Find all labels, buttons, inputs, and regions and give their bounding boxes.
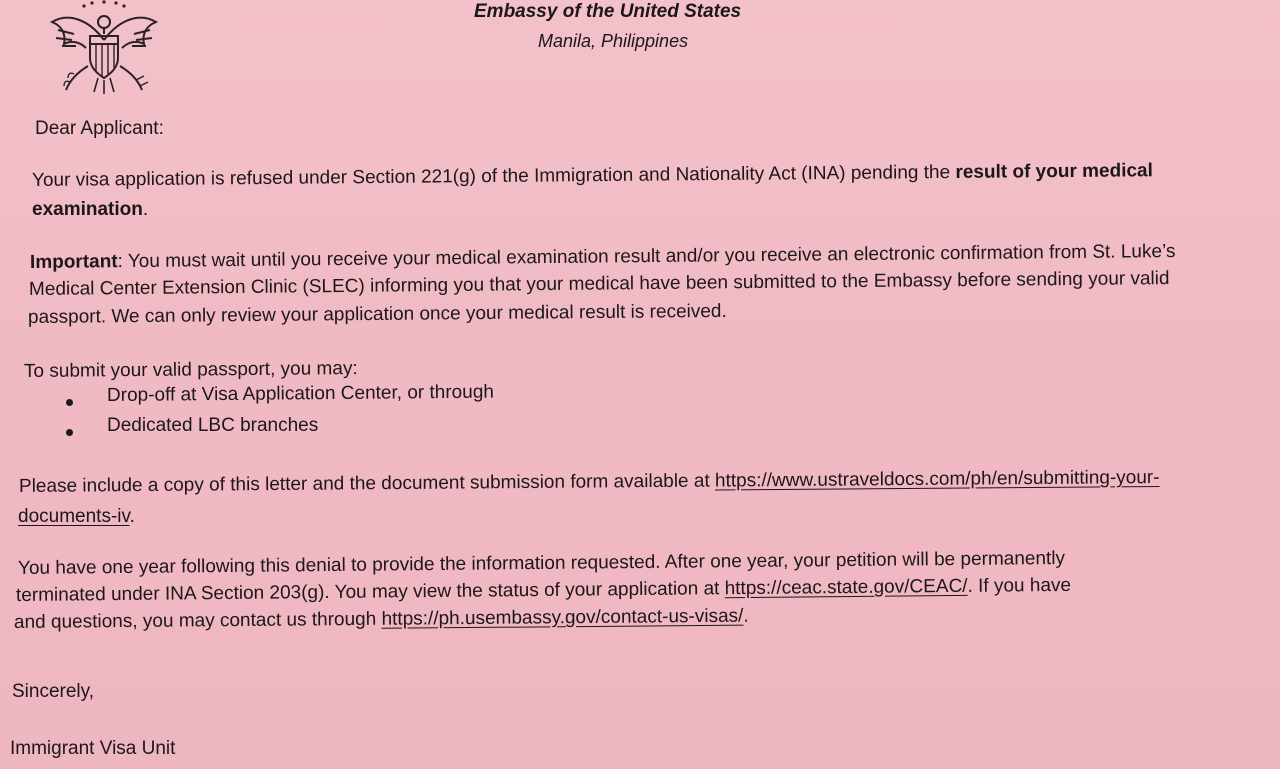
important-label: Important xyxy=(29,251,118,273)
important-paragraph-line-2: Medical Center Extension Clinic (SLEC) informing you that your medical have been submitted to the Embassy before sending your valid xyxy=(28,268,1170,300)
closing: Sincerely, xyxy=(12,681,95,702)
include-copy-text: Please include a copy of this letter and the document submission form available at xyxy=(18,470,716,497)
submission-form-link-cont[interactable]: documents-iv xyxy=(18,506,130,527)
status-text-end: . If you have xyxy=(967,574,1072,597)
deadline-line-3 xyxy=(14,606,749,634)
submit-option-1: Drop-off at Visa Application Center, or through xyxy=(106,381,494,406)
salutation: Dear Applicant: xyxy=(35,118,164,139)
refusal-paragraph-line-2 xyxy=(32,199,148,221)
refusal-reason-bold: result of your medical xyxy=(955,160,1153,183)
period: . xyxy=(142,199,149,220)
embassy-location: Manila, Philippines xyxy=(538,31,689,51)
include-copy-line-1 xyxy=(19,467,1160,498)
submit-option-2: Dedicated LBC branches xyxy=(107,415,319,436)
signature: Immigrant Visa Unit xyxy=(10,738,176,759)
ceac-status-link[interactable]: https://ceac.state.gov/CEAC/ xyxy=(724,575,968,600)
status-text: terminated under INA Section 203(g). You may view the status of your application at xyxy=(15,578,725,606)
embassy-title: Embassy of the United States xyxy=(474,1,742,22)
important-text: : You must wait until you receive your medical examination result and/or you receive an electronic confirmation from St. Luke’s xyxy=(117,241,1176,273)
contact-text: and questions, you may contact us through xyxy=(13,608,382,633)
deadline-line-1: You have one year following this denial to provide the information requested. After one year, your petition will be permanently xyxy=(17,547,1066,579)
include-copy-line-2 xyxy=(18,506,135,528)
bullet-icon xyxy=(66,399,73,406)
submission-form-link[interactable]: https://www.ustraveldocs.com/ph/en/submitting-your- xyxy=(714,467,1160,492)
bullet-icon xyxy=(66,429,73,436)
refusal-reason-bold-cont: examination xyxy=(32,199,143,220)
important-paragraph-line-3: passport. We can only review your application once your medical result is received. xyxy=(27,300,727,328)
deadline-line-2 xyxy=(16,575,1071,607)
period: . xyxy=(743,605,749,627)
refusal-text: Your visa application is refused under Section 221(g) of the Immigration and Nationality Act (INA) pending the xyxy=(31,161,956,191)
refusal-paragraph-line-1 xyxy=(32,160,1153,192)
submit-intro: To submit your valid passport, you may: xyxy=(23,358,358,382)
embassy-seal-logo xyxy=(44,0,164,96)
contact-us-link[interactable]: https://ph.usembassy.gov/contact-us-visas/ xyxy=(381,605,744,630)
period: . xyxy=(129,506,135,527)
